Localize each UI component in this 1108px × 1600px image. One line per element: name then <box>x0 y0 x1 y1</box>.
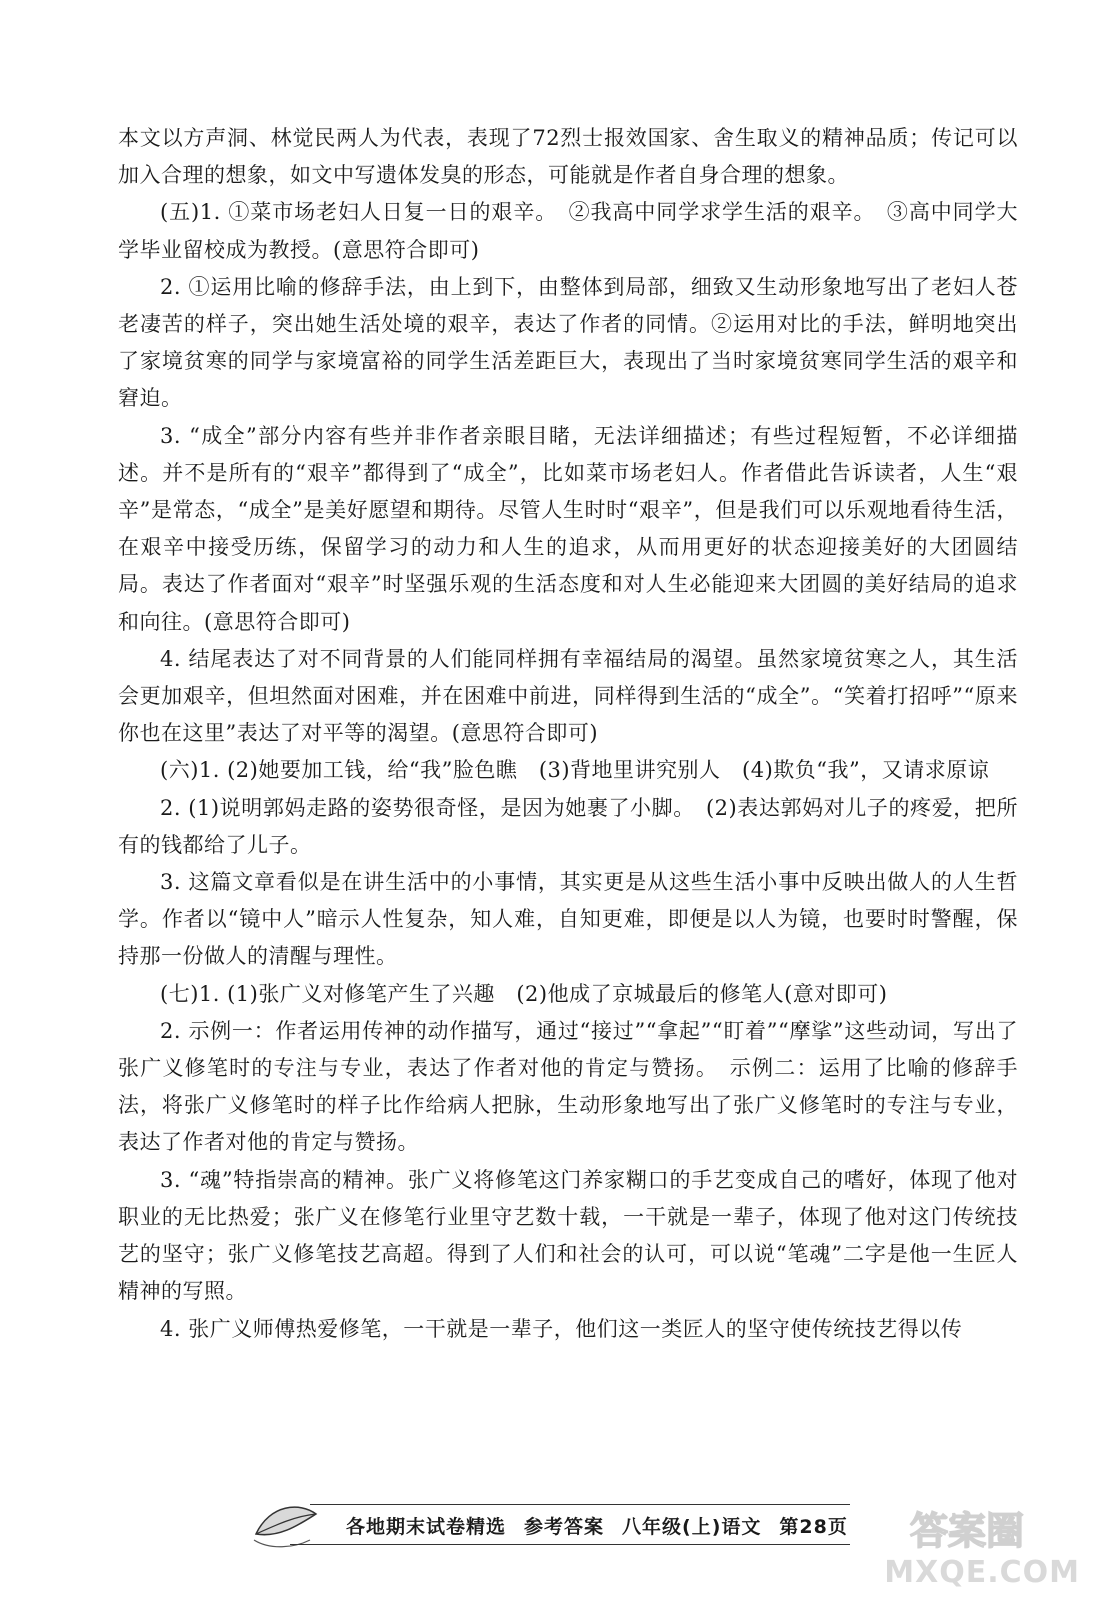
watermark <box>884 1500 1090 1590</box>
answer-paragraph: (六)1. (2)她要加工钱，给“我”脸色瞧 (3)背地里讲究别人 (4)欺负“我”，又请求原谅 <box>160 758 990 783</box>
leaf-decoration-icon <box>250 1494 320 1554</box>
watermark-logo: 答案圈 <box>910 1509 1025 1553</box>
answer-paragraph: 3. “魂”特指崇高的精神。张广义将修笔这门养家糊口的手艺变成自己的嗜好，体现了他对职业的无比热爱；张广义在修笔行业里守艺数十载，一干就是一辈子，体现了他对这门传统技艺的坚守；张广义修笔技艺高超。得到了人们和社会的认可，可以说“笔魂”二字是他一生匠人精神的写照。 <box>118 1167 1018 1304</box>
footer-section: 参考答案 <box>524 1516 605 1538</box>
footer-page-number: 第28页 <box>779 1516 848 1538</box>
answer-paragraph: 4. 张广义师傅热爱修笔，一干就是一辈子，他们这一类匠人的坚守使传统技艺得以传 <box>160 1316 963 1341</box>
footer-book-title: 各地期末试卷精选 <box>346 1516 507 1538</box>
footer-rule-bottom <box>290 1544 850 1545</box>
page-footer <box>250 1500 970 1560</box>
footer-grade: 八年级(上)语文 <box>622 1516 762 1538</box>
watermark-site: MXQE.COM <box>884 1555 1080 1590</box>
answer-paragraph: 3. “成全”部分内容有些并非作者亲眼目睹，无法详细描述；有些过程短暂，不必详细描述。并不是所有的“艰辛”都得到了“成全”，比如菜市场老妇人。作者借此告诉读者，人生“艰辛”是常态，“成全”是美好愿望和期待。尽管人生时时“艰辛”，但是我们可以乐观地看待生活，在艰辛中接受历练，保留学习的动力和人生的追求，从而用更好的状态迎接美好的大团圆结局。表达了作者面对“艰辛”时坚强乐观的生活态度和对人生必能迎来大团圆的美好结局的追求和向往。(意思符合即可) <box>118 423 1018 634</box>
answer-paragraph: (七)1. (1)张广义对修笔产生了兴趣 (2)他成了京城最后的修笔人(意对即可) <box>160 981 888 1006</box>
answer-paragraph: 2. 示例一：作者运用传神的动作描写，通过“接过”“拿起”“盯着”“摩挲”这些动词，写出了张广义修笔时的专注与专业，表达了作者对他的肯定与赞扬。 示例二：运用了比喻的修辞手法，将张广义修笔时的样子比作给病人把脉，生动形象地写出了张广义修笔时的专注与专业，表达了作者对他的肯定与赞扬。 <box>118 1018 1018 1155</box>
answer-paragraph: 4. 结尾表达了对不同背景的人们能同样拥有幸福结局的渴望。虽然家境贫寒之人，其生活会更加艰辛，但坦然面对困难，并在困难中前进，同样得到生活的“成全”。“笑着打招呼”“原来你也在这里”表达了对平等的渴望。(意思符合即可) <box>118 646 1018 746</box>
footer-rule-top <box>310 1504 850 1505</box>
answer-paragraph: 3. 这篇文章看似是在讲生活中的小事情，其实更是从这些生活小事中反映出做人的人生哲学。作者以“镜中人”暗示人性复杂，知人难，自知更难，即便是以人为镜，也要时时警醒，保持那一份做人的清醒与理性。 <box>118 870 1018 969</box>
answer-paragraph: 2. ①运用比喻的修辞手法，由上到下，由整体到局部，细致又生动形象地写出了老妇人苍老凄苦的样子，突出她生活处境的艰辛，表达了作者的同情。②运用对比的手法，鲜明地突出了家境贫寒的同学与家境富裕的同学生活差距巨大，表现出了当时家境贫寒同学生活的艰辛和窘迫。 <box>118 274 1018 411</box>
answer-text-body <box>118 120 1018 1348</box>
footer-label <box>346 1512 866 1539</box>
answer-paragraph: 本文以方声洞、林觉民两人为代表，表现了72烈士报效国家、舍生取义的精神品质；传记可以加入合理的想象，如文中写遗体发臭的形态，可能就是作者自身合理的想象。 <box>118 126 1018 188</box>
answer-paragraph: 2. (1)说明郭妈走路的姿势很奇怪，是因为她裹了小脚。 (2)表达郭妈对儿子的疼爱，把所有的钱都给了儿子。 <box>118 795 1018 857</box>
answer-paragraph: (五)1. ①菜市场老妇人日复一日的艰辛。 ②我高中同学求学生活的艰辛。 ③高中同学大学毕业留校成为教授。(意思符合即可) <box>118 200 1018 262</box>
